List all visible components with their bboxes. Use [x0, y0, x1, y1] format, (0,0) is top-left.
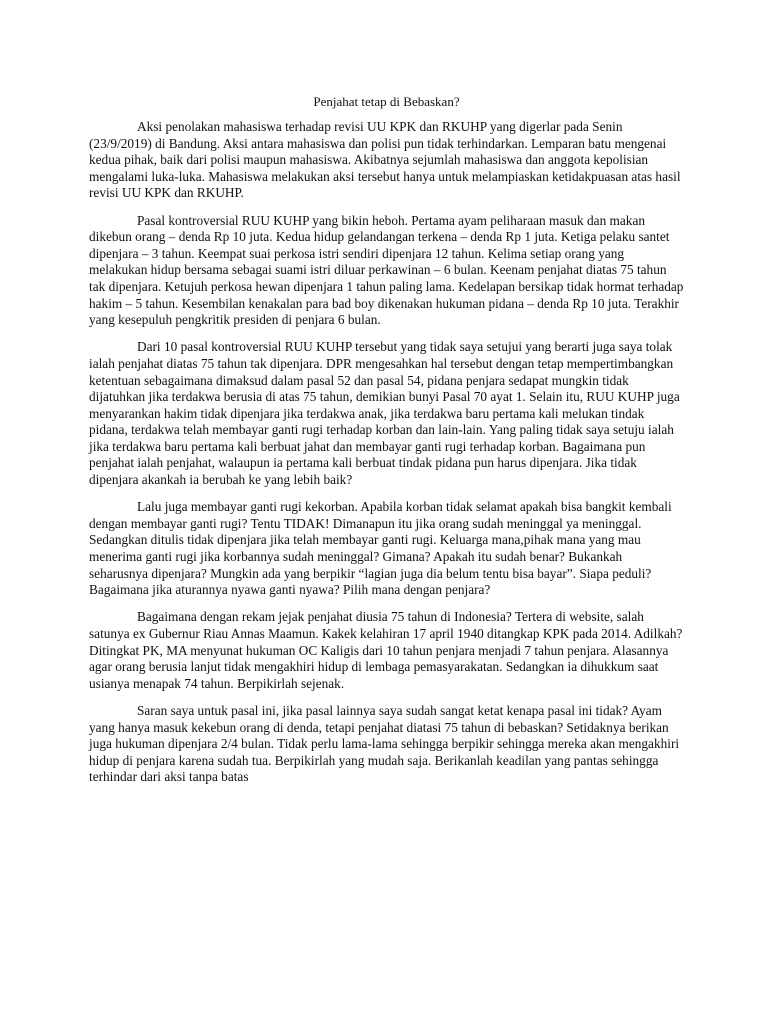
paragraph-4: Lalu juga membayar ganti rugi kekorban. Apabila korban tidak selamat apakah bisa bangkit kembali dengan membayar ganti rugi? Tentu TIDAK! Dimanapun itu jika orang sudah meninggal ya meninggal. Sedangkan ditulis tidak dipenjara jika telah membayar ganti rugi. Keluarga mana,pihak mana yang mau menerima ganti rugi jika korbannya sudah meninggal? Gimana? Apakah itu sudah benar? Bukankah seharusnya dipenjara? Mungkin ada yang berpikir “lagian juga dia belum tentu bisa bayar”. Siapa peduli? Bagaimana jika aturannya nyawa ganti nyawa? Pilih mana dengan penjara? — [89, 499, 672, 598]
paragraph-3: Dari 10 pasal kontroversial RUU KUHP tersebut yang tidak saya setujui yang berarti juga saya tolak ialah penjahat diatas 75 tahun tak dipenjara. DPR mengesahkan hal tersebut dengan tetap mempertimbangkan ketentuan sebagaimana dimaksud dalam pasal 52 dan pasal 54, pidana penjara sedapat mungkin tidak dijatuhkan jika terdakwa berusia di atas 75 tahun, demikian bunyi Pasal 70 ayat 1. Selain itu, RUU KUHP juga menyarankan hakim tidak dipenjara jika terdakwa anak, jika terdakwa baru pertama kali melukan tindak pidana, terdakwa telah membayar ganti rugi terhadap korban dan lain-lain. Yang paling tidak saya setuju ialah jika terdakwa baru pertama kali berbuat jahat dan membayar ganti rugi terhadap korban. Bagaimana pun penjahat ialah penjahat, walaupun ia pertama kali berbuat tindak pidana pun harus dipenjara. Jika tidak dipenjara akankah ia berubah ke yang lebih baik? — [89, 339, 680, 488]
paragraph-1: Aksi penolakan mahasiswa terhadap revisi UU KPK dan RKUHP yang digerlar pada Senin (23/9/2019) di Bandung. Aksi antara mahasiswa dan polisi pun tidak terhindarkan. Lemparan batu mengenai kedua pihak, baik dari polisi maupun mahasiswa. Akibatnya sejumlah mahasiswa dan anggota kepolisian mengalami luka-luka. Mahasiswa melakukan aksi tersebut hanya untuk melampiaskan ketidakpuasan atas hasil revisi UU KPK dan RKUHP. — [89, 119, 681, 201]
paragraph-5: Bagaimana dengan rekam jejak penjahat diusia 75 tahun di Indonesia? Tertera di website, salah satunya ex Gubernur Riau Annas Maamun. Kakek kelahiran 17 april 1940 ditangkap KPK pada 2014. Adilkah? Ditingkat PK, MA menyunat hukuman OC Kaligis dari 10 tahun penjara menjadi 7 tahun penjara. Alasannya agar orang berusia lanjut tidak mengakhiri hidup di lembaga pemasyarakatan. Sedangkan ia dihukkum saat usianya menapak 74 tahun. Berpikirlah sejenak. — [89, 609, 683, 691]
paragraph-6: Saran saya untuk pasal ini, jika pasal lainnya saya sudah sangat ketat kenapa pasal ini tidak? Ayam yang hanya masuk kekebun orang di denda, tetapi penjahat diatasi 75 tahun di bebaskan? Setidaknya berikan juga hukuman dipenjara 2/4 bulan. Tidak perlu lama-lama sehingga berpikir sehingga mereka akan mengakhiri hidup di penjara karena sudah tua. Berpikirlah yang mudah saja. Berikanlah keadilan yang pantas sehingga terhindar dari aksi tanpa batas — [89, 702, 680, 785]
paragraph-2: Pasal kontroversial RUU KUHP yang bikin heboh. Pertama ayam peliharaan masuk dan makan dikebun orang – denda Rp 10 juta. Kedua hidup gelandangan terkena – denda Rp 1 juta. Ketiga pelaku santet dipenjara – 3 tahun. Keempat suai perkosa istri sendiri dipenjara 12 tahun. Kelima setiap orang yang melakukan hidup bersama sebagai suami istri diluar perkawinan – 6 bulan. Keenam penjahat diatas 75 tahun tak dipenjara. Ketujuh perkosa hewan dipenjara 1 tahun paling lama. Kedelapan bersikap tidak hormat terhadap hakim – 5 tahun. Kesembilan kenakalan para bad boy dikenakan hukuman pidana – denda Rp 10 juta. Terakhir yang kesepuluh pengkritik presiden di penjara 6 bulan. — [89, 212, 684, 328]
document-title: Penjahat tetap di Bebaskan? — [313, 94, 460, 109]
